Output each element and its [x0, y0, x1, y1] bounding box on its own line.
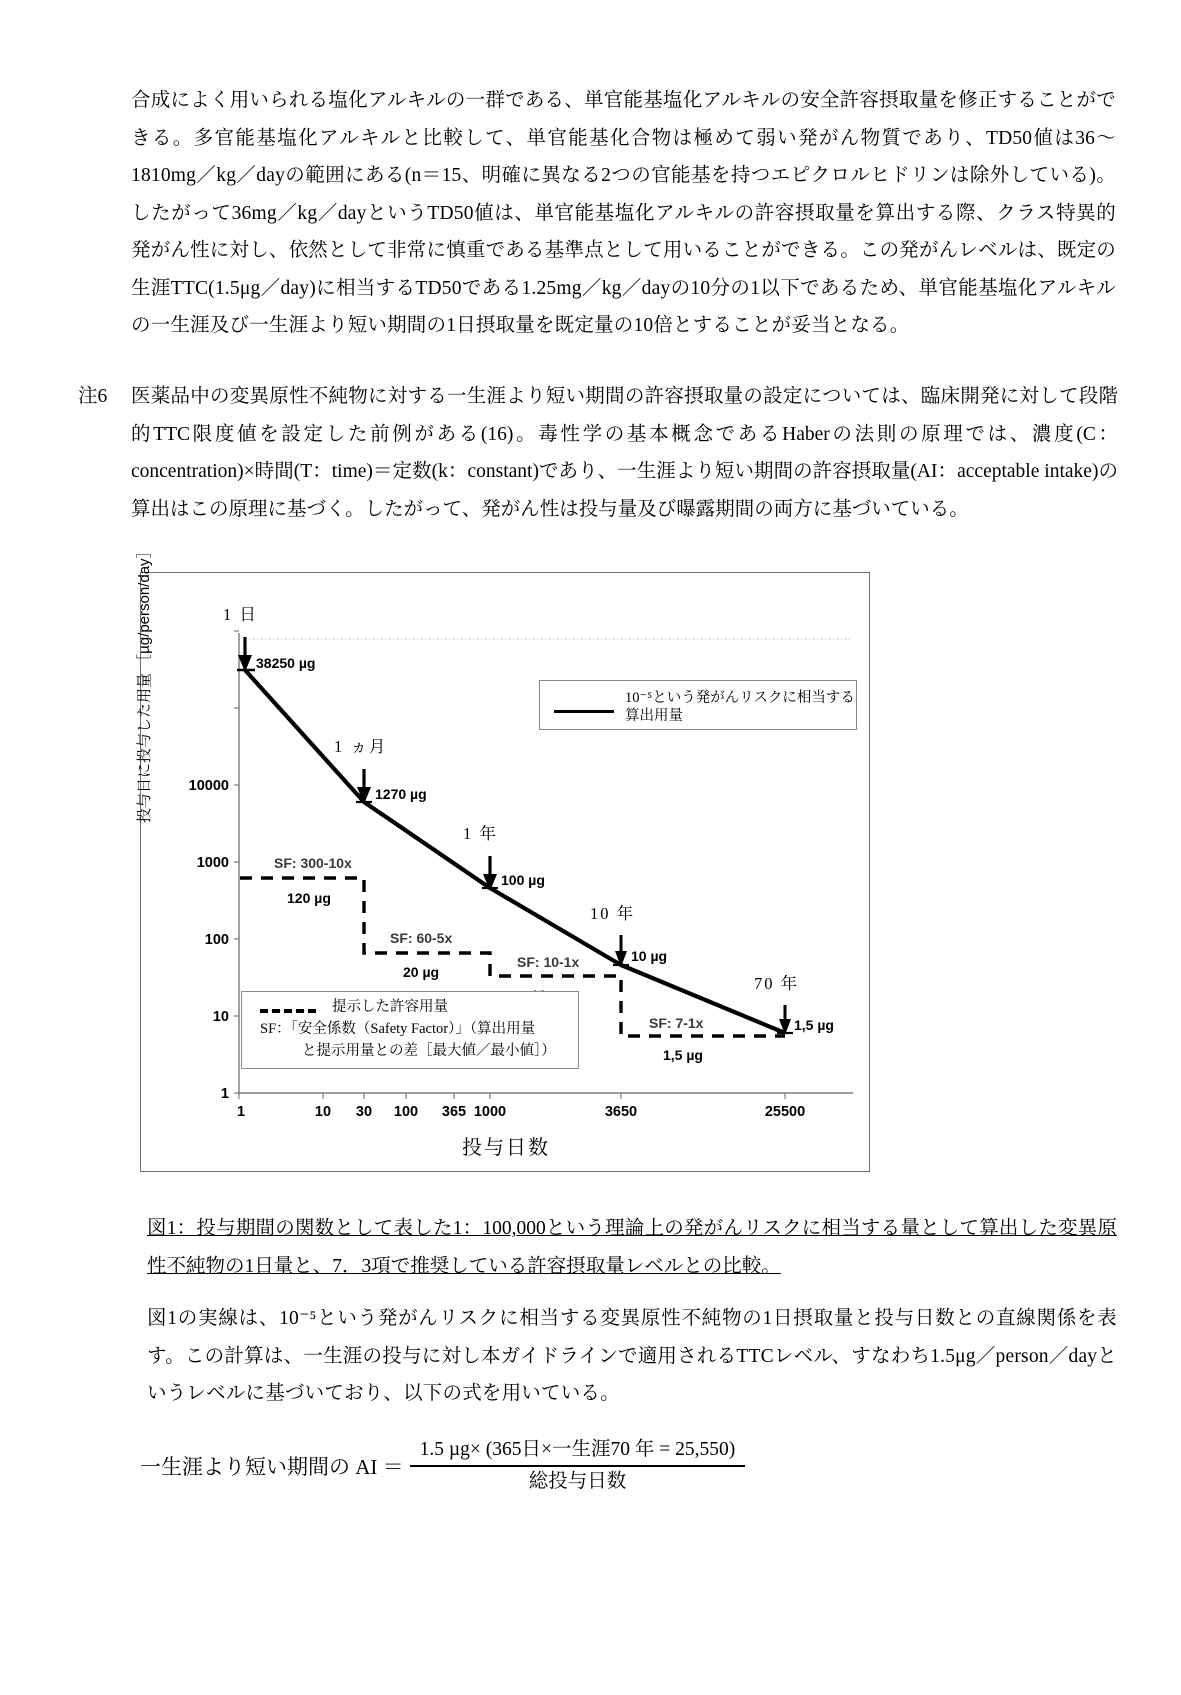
x-tick-25500: 25500 — [764, 1104, 806, 1120]
paragraph-1 — [131, 82, 1116, 345]
step-sf-label-1: SF: 300-10x — [274, 855, 352, 871]
y-tick-1000: 1000 — [196, 855, 229, 871]
x-tick-3650: 3650 — [604, 1104, 638, 1120]
annotation-period-year1: 1 年 — [463, 824, 498, 843]
annotation-period-month1: 1 ヵ月 — [334, 737, 388, 756]
x-tick-10: 10 — [314, 1104, 332, 1120]
x-tick-100: 100 — [393, 1104, 419, 1120]
y-tick-10: 10 — [212, 1009, 229, 1025]
legend-solid-line — [539, 680, 857, 730]
x-axis-title: 投与日数 — [462, 1137, 550, 1159]
legend-solid-line1: 10⁻⁵という発がんリスクに相当する — [625, 690, 855, 706]
step-dose-label-2: 20 µg — [403, 964, 440, 980]
annotation-period-year70: 70 年 — [754, 974, 800, 993]
step-sf-label-2: SF: 60-5x — [390, 930, 453, 946]
annotation-value-month1: 1270 µg — [375, 786, 427, 802]
ai-formula — [140, 1437, 1040, 1496]
legend-dashed-label: 提示した許容用量 — [332, 999, 448, 1015]
x-tick-1000: 1000 — [473, 1104, 507, 1120]
paragraph-1-text: 合成によく用いられる塩化アルキルの一群である、単官能基塩化アルキルの安全許容摂取量を修正することができる。多官能基塩化アルキルと比較して、単官能基化合物は極めて弱い発がん物質であり、TD50値は36〜1810mg／kg／dayの範囲にある(n＝15、明確に異なる2つの官能基を持つエピクロルヒドリンは除外している)。したがって36mg／kg／dayというTD50値は、単官能基塩化アルキルの許容摂取量を算出する際、クラス特異的発がん性に対し、依然として非常に慎重である基準点として用いることができる。この発がんレベルは、既定の生涯TTC(1.5μg／day)に相当するTD50である1.25mg／kg／dayの10分の1以下であるため、単官能基塩化アルキルの一生涯及び一生涯より短い期間の1日摂取量を既定量の10倍とすることが妥当となる。 — [131, 90, 1117, 336]
x-tick-1: 1 — [236, 1104, 246, 1120]
annotation-arrow-day1 — [238, 637, 252, 672]
legend-dashed-row — [242, 996, 580, 1018]
y-tick-10000: 10000 — [188, 778, 229, 794]
legend-solid-text — [625, 689, 855, 725]
note-6-label: 注6 — [78, 386, 108, 407]
y-axis-title: 投与日に投与した用量 ［µg/person/day］ — [136, 543, 153, 823]
y-tick-100: 100 — [204, 932, 229, 948]
annotation-period-day1: 1 日 — [223, 605, 258, 624]
annotation-value-day1: 38250 µg — [256, 655, 316, 671]
formula-left-side: 一生涯より短い期間の AI ＝ — [140, 1455, 404, 1480]
annotation-value-year1: 100 µg — [501, 872, 545, 888]
annotation-value-year70: 1,5 µg — [794, 1017, 834, 1033]
x-tick-30: 30 — [355, 1104, 373, 1120]
x-tick-365: 365 — [441, 1104, 467, 1120]
legend-dashed-swatch — [260, 1009, 316, 1013]
legend-dashed-sf — [241, 991, 579, 1069]
formula-denominator: 総投与日数 — [528, 1471, 627, 1493]
paragraph-2-text: 図1の実線は、10⁻⁵という発がんリスクに相当する変異原性不純物の1日摂取量と投与日数との直線関係を表す。この計算は、一生涯の投与に対し本ガイドラインで適用されるTTCレベル、すなわち1.5μg／person／dayというレベルに基づいており、以下の式を用いている。 — [147, 1308, 1117, 1404]
note-6-body: 医薬品中の変異原性不純物に対する一生涯より短い期間の許容摂取量の設定については、臨床開発に対して段階的TTC限度値を設定した前例がある(16)。毒性学の基本概念であるHaberの法則の原理では、濃度(C：concentration)×時間(T：time)＝定数(k：constant)であり、一生涯より短い期間の許容摂取量(AI：acceptable intake)の算出はこの原理に基づく。したがって、発がん性は投与量及び曝露期間の両方に基づいている。 — [131, 386, 1118, 520]
formula-numerator: 1.5 µg× (365日×一生涯70 年 = 25,550) — [419, 1439, 736, 1460]
legend-sf-line1: SF：「安全係数（Safety Factor）」（算出用量 — [260, 1021, 536, 1037]
figure-caption — [147, 1210, 1117, 1285]
annotation-value-year10: 10 µg — [631, 948, 668, 964]
formula-fraction — [410, 1437, 746, 1496]
step-dose-label-4: 1,5 µg — [663, 1047, 703, 1063]
y-tick-1: 1 — [220, 1086, 229, 1102]
figure-caption-text: 図1：投与期間の関数として表した1：100,000という理論上の発がんリスクに相当する量として算出した変異原性不純物の1日量と、7．3項で推奨している許容摂取量レベルとの比較。 — [147, 1218, 1117, 1277]
paragraph-2 — [147, 1300, 1117, 1413]
legend-dashed-text — [242, 996, 580, 1062]
legend-solid-line2: 算出用量 — [625, 708, 683, 724]
step-sf-label-4: SF: 7-1x — [649, 1015, 704, 1031]
legend-solid-swatch — [554, 710, 614, 713]
annotation-period-year10: 10 年 — [590, 904, 636, 923]
step-sf-label-3: SF: 10-1x — [517, 954, 580, 970]
legend-sf-line2: と提示用量との差［最大値／最小値］） — [302, 1043, 556, 1059]
figure-1-chart — [136, 543, 870, 1172]
step-dose-label-1: 120 µg — [287, 890, 331, 906]
note-6 — [78, 378, 1118, 528]
